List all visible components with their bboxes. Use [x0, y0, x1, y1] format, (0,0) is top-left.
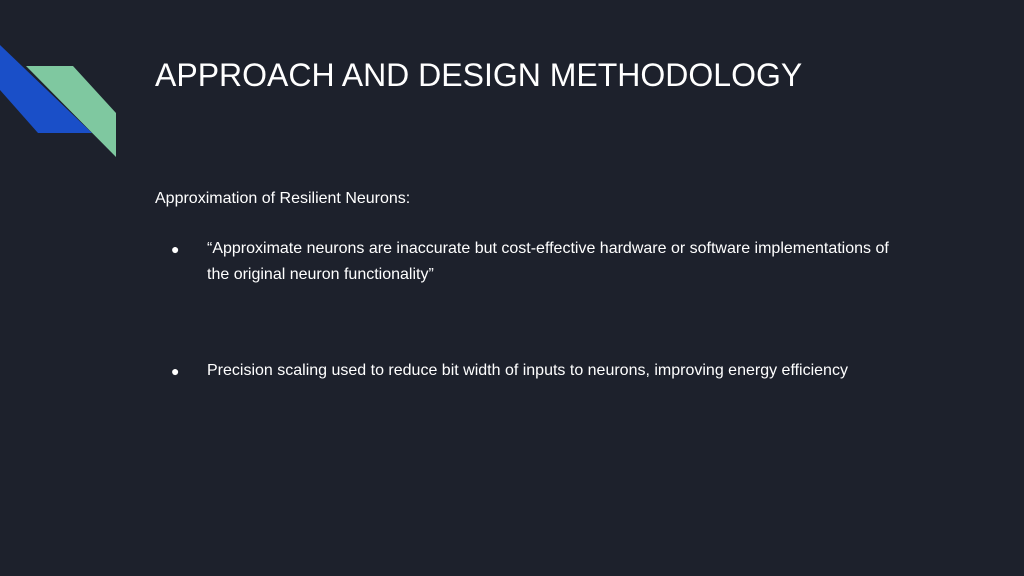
bullet-list — [155, 236, 895, 384]
bullet-marker: ● — [171, 363, 180, 379]
bullet-item — [155, 358, 895, 384]
bullet-item — [155, 236, 895, 288]
bullet-text: “Approximate neurons are inaccurate but cost-effective hardware or software implementations of the original neuron functionality” — [207, 240, 889, 283]
corner-decoration — [0, 0, 130, 170]
bullet-text: Precision scaling used to reduce bit width of inputs to neurons, improving energy efficiency — [207, 362, 848, 379]
bullet-marker: ● — [171, 241, 180, 257]
slide-subtitle: Approximation of Resilient Neurons: — [155, 190, 411, 207]
slide-title: APPROACH AND DESIGN METHODOLOGY — [155, 57, 803, 93]
